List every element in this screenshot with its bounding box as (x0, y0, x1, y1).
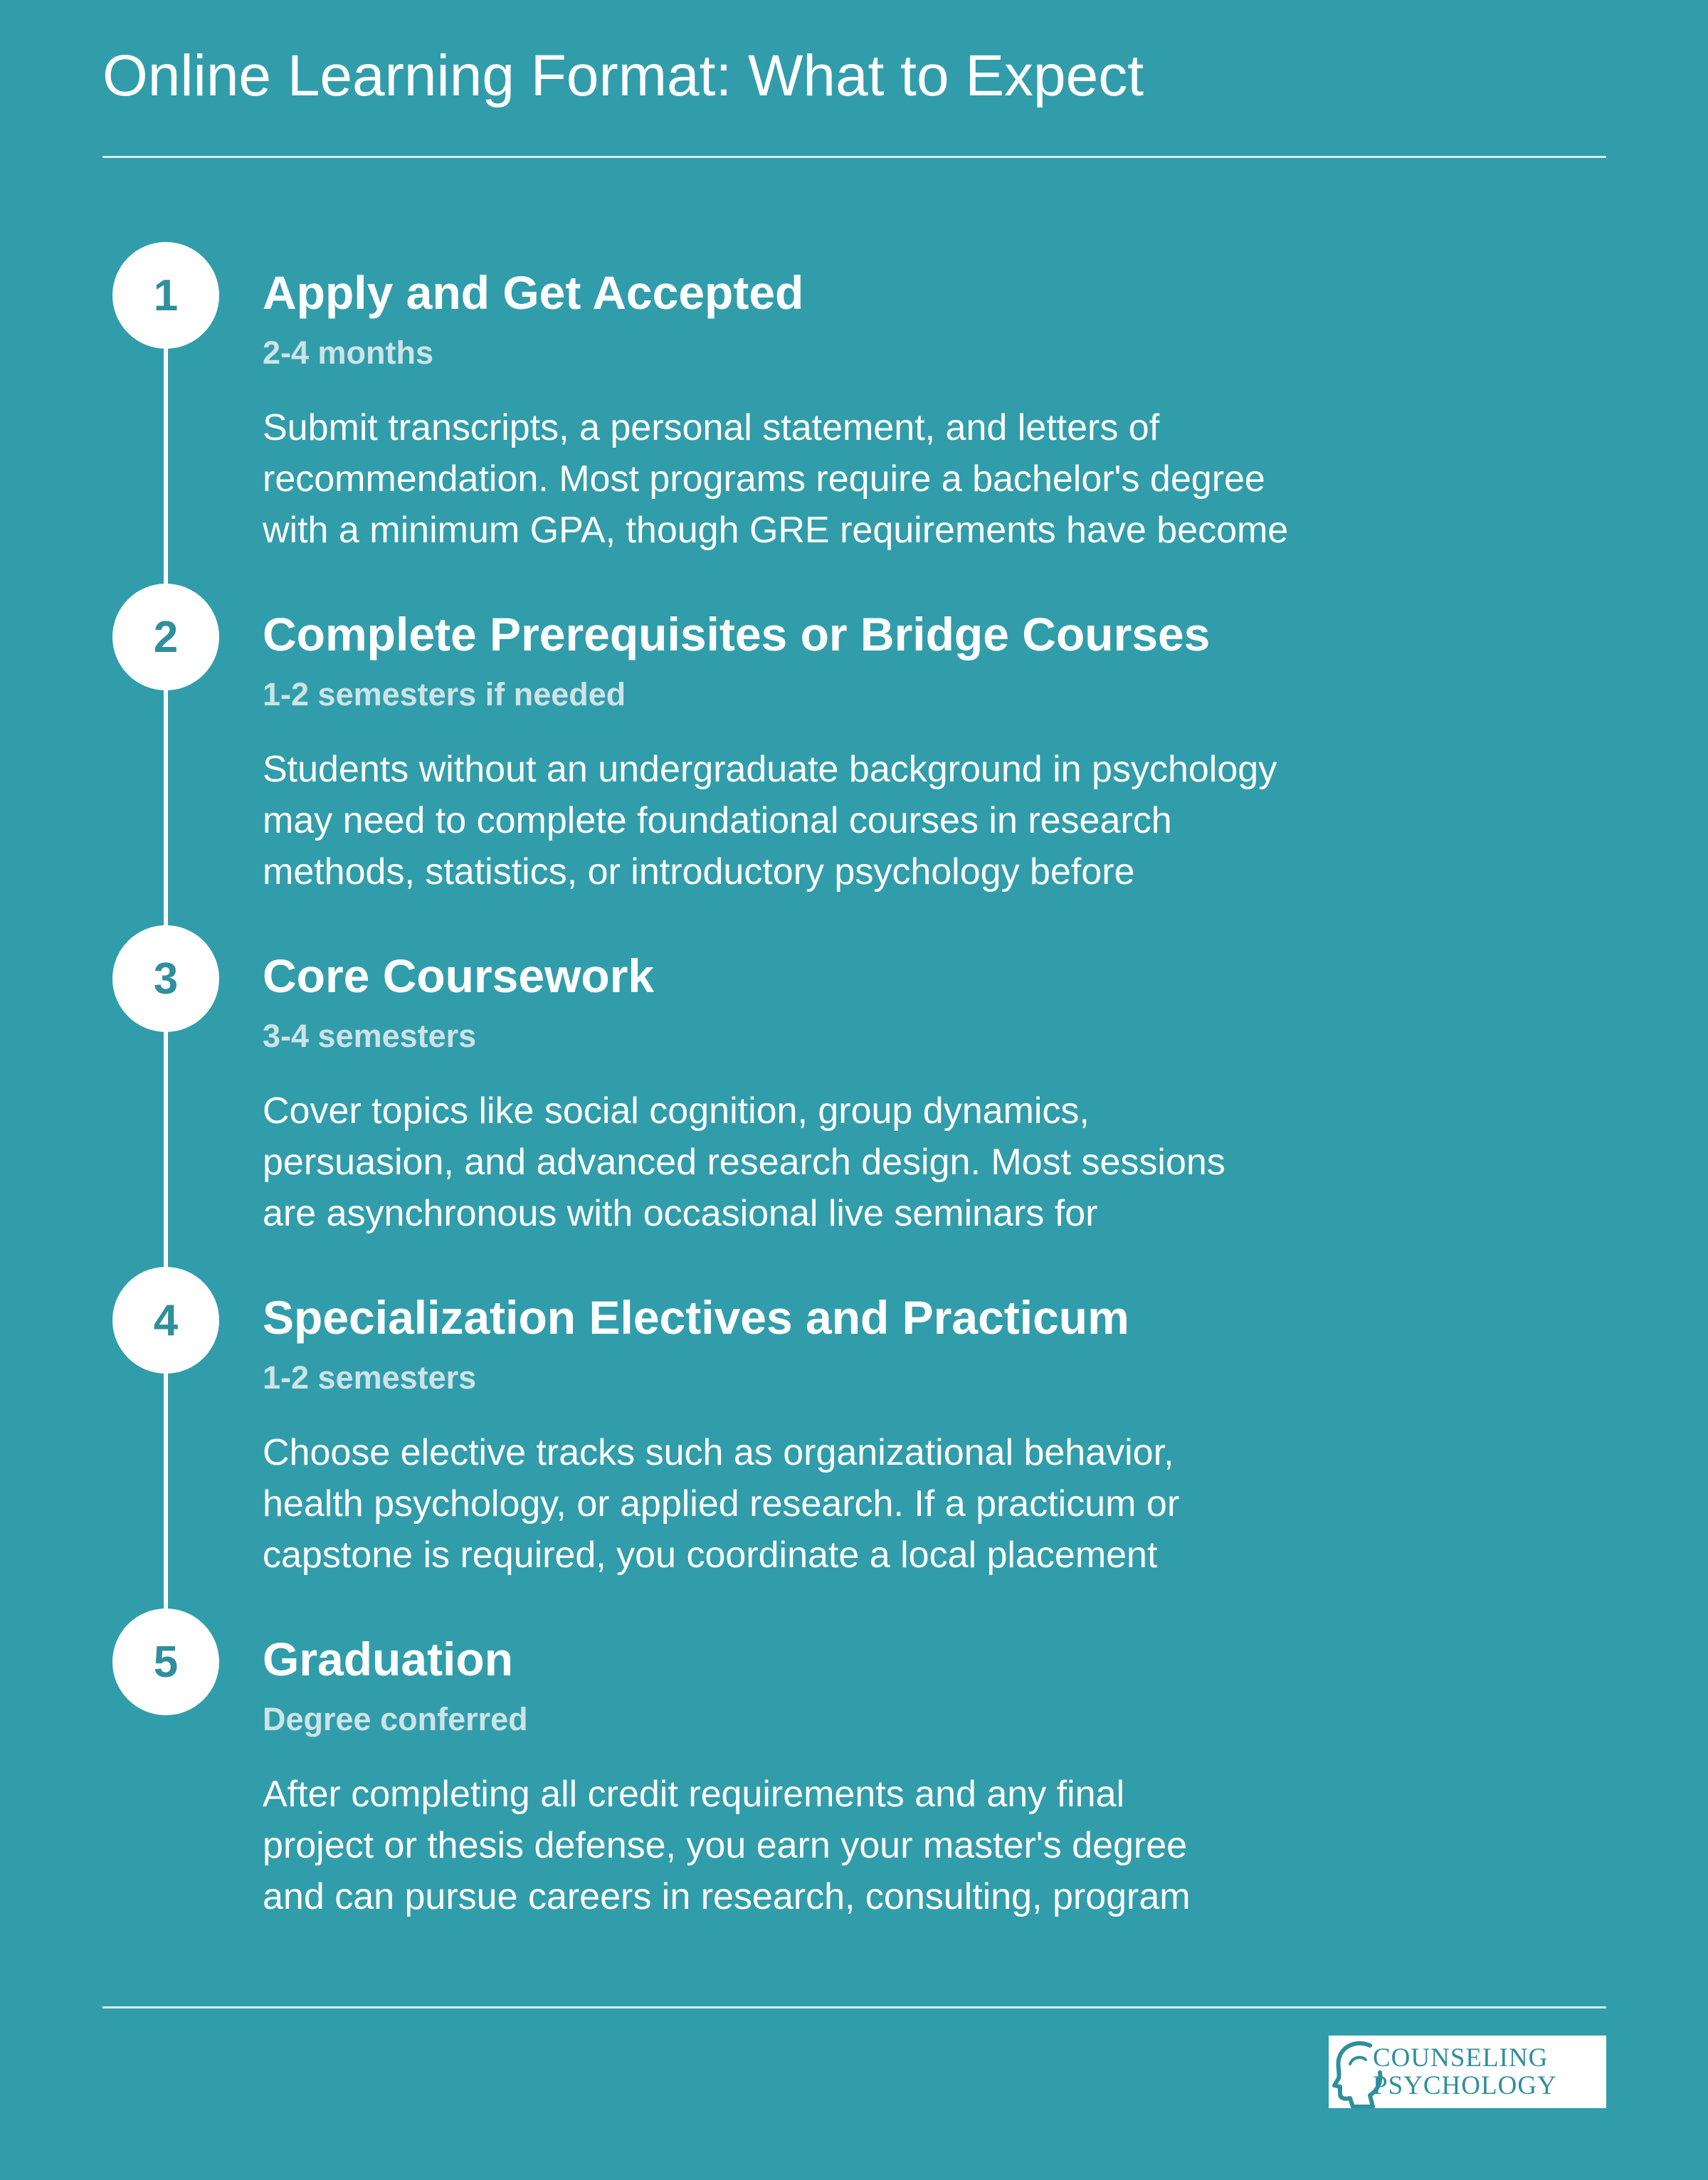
step-duration: 1-2 semesters (263, 1359, 477, 1396)
step-description-line: Cover topics like social cognition, group dynamics, (263, 1090, 1090, 1132)
step-description-line: After completing all credit requirements and any final (263, 1774, 1125, 1815)
logo-line-1: COUNSELING (1373, 2043, 1549, 2073)
step-description-line: Choose elective tracks such as organizational behavior, (263, 1432, 1174, 1473)
step-description-line: Students without an undergraduate background in psychology (263, 749, 1277, 790)
step-description-line: project or thesis defense, you earn your master's degree (263, 1825, 1188, 1866)
step-description (263, 402, 1472, 556)
step-description (263, 1769, 1472, 1922)
step-title: Specialization Electives and Practicum (263, 1291, 1129, 1344)
step-number-badge: 5 (112, 1608, 219, 1715)
step-description-line: Submit transcripts, a personal statement, and letters of (263, 407, 1160, 448)
step-number-badge: 4 (112, 1267, 219, 1374)
page-title: Online Learning Format: What to Expect (102, 43, 1144, 108)
step-title: Complete Prerequisites or Bridge Courses (263, 608, 1211, 660)
step-number-badge: 1 (112, 242, 219, 349)
step-duration: Degree conferred (263, 1701, 528, 1737)
step-description-line: recommendation. Most programs require a bachelor's degree (263, 458, 1265, 500)
logo-line-2: PSYCHOLOGY (1373, 2071, 1557, 2100)
step-duration: 3-4 semesters (263, 1018, 477, 1054)
step-description (263, 1085, 1472, 1239)
counseling-psychology-logo (1329, 2036, 1606, 2108)
step-description (263, 1427, 1472, 1581)
step-description-line: capstone is required, you coordinate a local placement (263, 1534, 1158, 1576)
step-description-line: methods, statistics, or introductory psychology before (263, 851, 1135, 892)
step-description-line: health psychology, or applied research. If a practicum or (263, 1483, 1180, 1525)
step-description-line: persuasion, and advanced research design. Most sessions (263, 1142, 1225, 1183)
step-description-line: may need to complete foundational courses in research (263, 800, 1172, 841)
top-divider (102, 156, 1606, 158)
step-number-badge: 3 (112, 925, 219, 1032)
step-description (263, 744, 1472, 897)
step-description-line: are asynchronous with occasional live seminars for (263, 1193, 1098, 1234)
step-title: Graduation (263, 1633, 514, 1685)
step-description-line: and can pursue careers in research, consulting, program (263, 1876, 1191, 1917)
logo-wordmark (1373, 2045, 1557, 2099)
step-duration: 2-4 months (263, 335, 434, 371)
bottom-divider (102, 2006, 1606, 2008)
step-title: Apply and Get Accepted (263, 266, 804, 319)
step-description-line: with a minimum GPA, though GRE requirements have become (263, 510, 1289, 551)
step-number-badge: 2 (112, 584, 219, 690)
step-duration: 1-2 semesters if needed (263, 676, 626, 712)
step-title: Core Coursework (263, 949, 655, 1002)
